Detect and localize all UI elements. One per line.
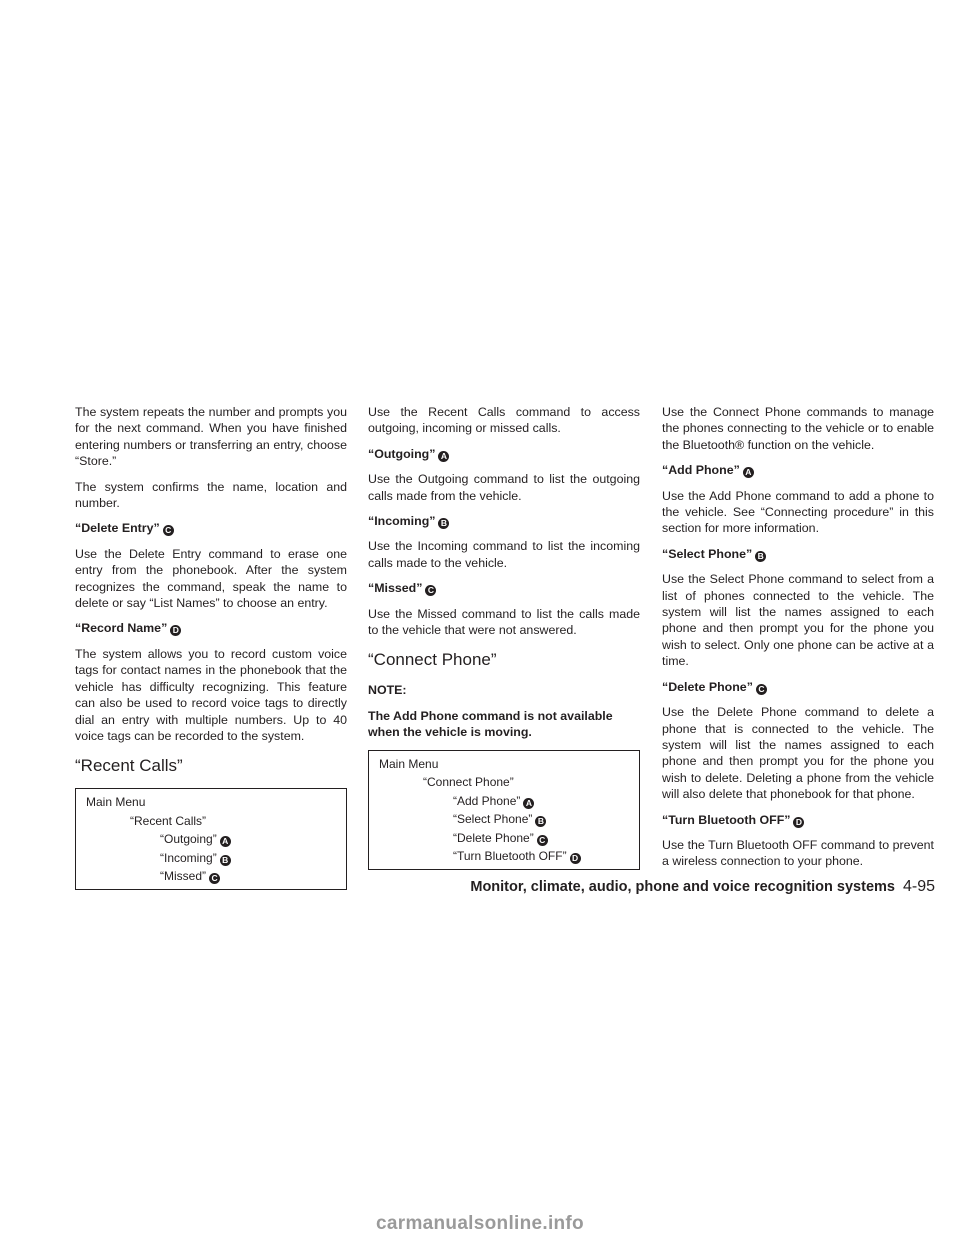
menu-tree-recent-calls <box>75 788 347 890</box>
callout-badge: C <box>756 684 767 695</box>
menu-root: Main Menu <box>86 795 146 810</box>
subheading-text: “Missed” <box>368 581 423 596</box>
callout-badge: D <box>170 625 181 636</box>
callout-badge: B <box>755 551 766 562</box>
menu-item-label: “Add Phone” <box>453 793 521 808</box>
callout-badge: B <box>438 518 449 529</box>
subheading-select-phone <box>662 546 934 562</box>
subheading-outgoing <box>368 446 640 462</box>
menu-item <box>86 849 336 868</box>
watermark: carmanualsonline.info <box>376 1213 584 1234</box>
menu-item <box>379 792 629 811</box>
menu-submenu: “Recent Calls” <box>130 813 207 828</box>
menu-item-label: “Turn Bluetooth OFF” <box>453 849 567 864</box>
menu-root: Main Menu <box>379 756 439 771</box>
paragraph: The system confirms the name, location and number. <box>75 479 347 511</box>
menu-item-label: “Incoming” <box>160 850 217 865</box>
menu-item-label: “Outgoing” <box>160 832 217 847</box>
menu-tree-connect-phone <box>368 750 640 870</box>
page-footer <box>450 878 935 896</box>
callout-badge: C <box>163 525 174 536</box>
subheading-text: “Delete Entry” <box>75 521 160 536</box>
callout-badge: C <box>425 585 436 596</box>
subheading-text: “Record Name” <box>75 621 168 636</box>
subheading-incoming <box>368 513 640 529</box>
paragraph: Use the Missed command to list the calls made to the vehicle that were not answered. <box>368 606 640 638</box>
callout-badge: C <box>537 835 548 846</box>
subheading-text: “Turn Bluetooth OFF” <box>662 812 791 827</box>
paragraph: Use the Add Phone command to add a phone to the vehicle. See “Connecting procedure” in this section for more information. <box>662 488 934 536</box>
paragraph: Use the Outgoing command to list the outgoing calls made from the vehicle. <box>368 472 640 503</box>
paragraph: Use the Connect Phone commands to manage the phones connecting to the vehicle or to enable the Bluetooth® function on the vehicle. <box>662 405 934 452</box>
callout-badge: B <box>535 816 546 827</box>
paragraph: Use the Delete Entry command to erase one entry from the phonebook. After the system recognizes the command, speak the name to delete or say “List Names” to choose an entry. <box>75 546 347 611</box>
paragraph: The system repeats the number and prompts you for the next command. When you have finished entering numbers or transferring an entry, choose “Store.” <box>75 405 347 469</box>
menu-item <box>379 829 629 848</box>
callout-badge: A <box>523 798 534 809</box>
subheading-text: “Outgoing” <box>368 446 436 461</box>
section-title-connect-phone: “Connect Phone” <box>368 650 497 670</box>
subheading-record-name <box>75 620 347 636</box>
paragraph: Use the Delete Phone command to delete a phone that is connected to the vehicle. The system will list the names assigned to each phone and then prompt you for the phone you wish to delete. Deleting a phone from the vehicle will also delete that phonebook for that phone. <box>662 705 934 802</box>
callout-badge: A <box>438 451 449 462</box>
callout-badge: C <box>209 873 220 884</box>
subheading-text: “Add Phone” <box>662 463 740 478</box>
subheading-delete-phone <box>662 679 934 695</box>
callout-badge: D <box>793 817 804 828</box>
menu-item <box>379 810 629 829</box>
paragraph: Use the Select Phone command to select from a list of phones connected to the vehicle. The system will list the names assigned to each phone and then prompt you for the phone you wish to select. Only one phone can be active at a time. <box>662 572 934 669</box>
menu-item <box>379 847 629 866</box>
paragraph: The system allows you to record custom voice tags for contact names in the phonebook that the vehicle has difficulty recognizing. This feature can also be used to record voice tags to directly dial an entry with multiple numbers. Up to 40 voice tags can be recorded to the system. <box>75 646 347 743</box>
menu-submenu: “Connect Phone” <box>423 775 514 790</box>
menu-item-label: “Delete Phone” <box>453 830 534 845</box>
column-right <box>662 404 934 879</box>
menu-item <box>86 830 336 849</box>
column-left <box>75 404 347 890</box>
page-number: 4-95 <box>902 878 935 895</box>
callout-badge: A <box>743 467 754 478</box>
note-text: The Add Phone command is not available when the vehicle is moving. <box>368 708 613 740</box>
menu-item-label: “Select Phone” <box>453 812 533 827</box>
note-label: NOTE: <box>368 683 407 698</box>
subheading-text: “Delete Phone” <box>662 679 753 694</box>
subheading-text: “Incoming” <box>368 514 436 529</box>
paragraph: Use the Incoming command to list the incoming calls made to the vehicle. <box>368 539 640 570</box>
paragraph: Use the Turn Bluetooth OFF command to prevent a wireless connection to your phone. <box>662 837 934 869</box>
column-middle <box>368 404 640 870</box>
footer-section-title: Monitor, climate, audio, phone and voice recognition systems <box>470 879 895 895</box>
subheading-turn-bluetooth-off <box>662 812 934 828</box>
subheading-delete-entry <box>75 520 347 536</box>
menu-item-label: “Missed” <box>160 869 207 884</box>
callout-badge: D <box>570 853 581 864</box>
callout-badge: A <box>220 836 231 847</box>
callout-badge: B <box>220 855 231 866</box>
section-title-recent-calls: “Recent Calls” <box>75 756 183 776</box>
subheading-missed <box>368 580 640 596</box>
paragraph: Use the Recent Calls command to access outgoing, incoming or missed calls. <box>368 405 640 436</box>
subheading-text: “Select Phone” <box>662 546 753 561</box>
menu-item <box>86 867 336 886</box>
subheading-add-phone <box>662 462 934 478</box>
